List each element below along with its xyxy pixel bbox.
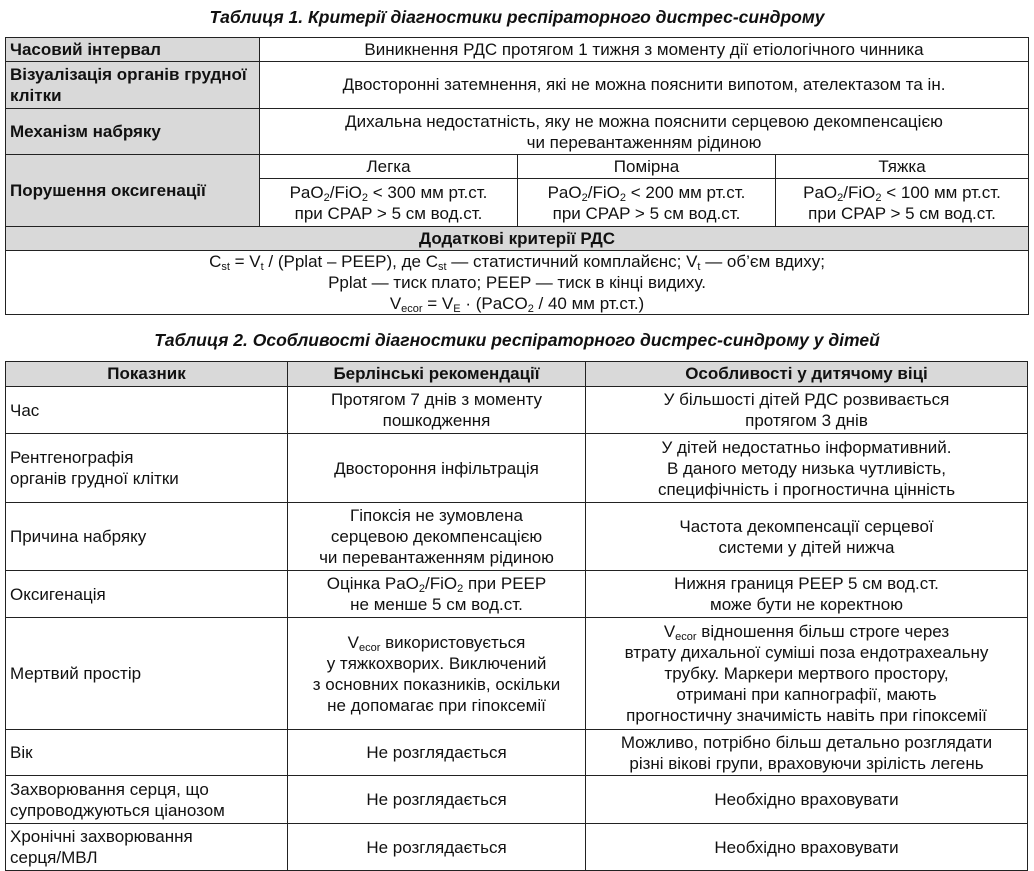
row-berlin: Двостороння інфільтрація bbox=[288, 434, 586, 503]
formula-vecor: $V_{ecor} = V_E$ · (PaCO$_2$ / 40 мм рт.ст.) bbox=[389, 294, 645, 315]
time-label: Часовий інтервал bbox=[6, 38, 260, 62]
threshold-severe: PaO$_2$/FiO$_2$ < 100 мм рт.ст. при CPAP > 5 см вод.ст. bbox=[776, 179, 1029, 227]
row-pediatric: Необхідно враховувати bbox=[586, 776, 1028, 824]
row-berlin: Протягом 7 днів з моменту пошкодження bbox=[288, 387, 586, 434]
row-pediatric: Частота декомпенсації серцевої системи у дітей нижча bbox=[586, 503, 1028, 571]
row-berlin: Не розглядається bbox=[288, 824, 586, 871]
imaging-label: Візуалізація органів грудної клітки bbox=[6, 62, 260, 109]
threshold-moderate: PaO$_2$/FiO$_2$ < 200 мм рт.ст. при CPAP > 5 см вод.ст. bbox=[518, 179, 776, 227]
t1-row-edema bbox=[6, 109, 1029, 155]
t2-header-row bbox=[6, 362, 1028, 387]
row-pediatric: Можливо, потрібно більш детально розглядати різні вікові групи, враховуючи зрілість легень bbox=[586, 730, 1028, 776]
row-berlin: Не розглядається bbox=[288, 730, 586, 776]
severity-mild: Легка bbox=[260, 155, 518, 179]
edema-value bbox=[260, 109, 1029, 155]
edema-line-2: чи перевантаженням рідиною bbox=[526, 132, 762, 152]
row-label: Хронічні захворювання серця/МВЛ bbox=[6, 824, 288, 871]
table-row bbox=[6, 571, 1028, 618]
edema-label: Механізм набряку bbox=[6, 109, 260, 155]
edema-line-1: Дихальна недостатність, яку не можна пояснити серцевою декомпенсацією bbox=[345, 111, 943, 131]
row-berlin: $V_{ecor}$ використовується у тяжкохворих. Виключений з основних показників, оскільки не допомагає при гіпоксемії bbox=[288, 618, 586, 730]
t1-row-time bbox=[6, 38, 1029, 62]
table-row bbox=[6, 618, 1028, 730]
formula-definitions: Pplat — тиск плато; PEEP — тиск в кінці видиху. bbox=[328, 273, 706, 292]
row-label: Оксигенація bbox=[6, 571, 288, 618]
oxy-label: Порушення оксигенації bbox=[6, 155, 260, 227]
table-row bbox=[6, 776, 1028, 824]
table1-caption: Таблиця 1. Критерії діагностики респіраторного дистрес-синдрому bbox=[209, 7, 825, 27]
row-berlin: Гіпоксія не зумовлена серцевою декомпенсацією чи перевантаженням рідиною bbox=[288, 503, 586, 571]
table-row bbox=[6, 730, 1028, 776]
t1-row-extra-header bbox=[6, 227, 1029, 251]
threshold-mild: PaO$_2$/FiO$_2$ < 300 мм рт.ст. при CPAP > 5 см вод.ст. bbox=[260, 179, 518, 227]
table-row bbox=[6, 503, 1028, 571]
t1-row-formulas bbox=[6, 251, 1029, 315]
row-label: Захворювання серця, що супроводжуються ціанозом bbox=[6, 776, 288, 824]
table-row bbox=[6, 824, 1028, 871]
row-label: Мертвий простір bbox=[6, 618, 288, 730]
row-pediatric: У більшості дітей РДС розвивається протягом 3 днів bbox=[586, 387, 1028, 434]
table1 bbox=[5, 37, 1029, 315]
table-row bbox=[6, 434, 1028, 503]
row-berlin: Оцінка PaO$_2$/FiO$_2$ при PEEP не менше 5 см вод.ст. bbox=[288, 571, 586, 618]
row-label: Причина набряку bbox=[6, 503, 288, 571]
col-header-indicator: Показник bbox=[6, 362, 288, 387]
extra-criteria-header: Додаткові критерії РДС bbox=[6, 227, 1029, 251]
imaging-value: Двосторонні затемнення, які не можна пояснити випотом, ателектазом та ін. bbox=[260, 62, 1029, 109]
table2 bbox=[5, 361, 1028, 871]
row-pediatric: $V_{ecor}$ відношення більш строге через втрату дихальної суміші поза ендотрахеальну трубку. Маркери мертвого простору, отримані при капнографії, мають прогностичну значимість навіть при гіпоксемії bbox=[586, 618, 1028, 730]
t1-row-imaging bbox=[6, 62, 1029, 109]
col-header-berlin: Берлінські рекомендації bbox=[288, 362, 586, 387]
time-value: Виникнення РДС протягом 1 тижня з моменту дії етіологічного чинника bbox=[260, 38, 1029, 62]
row-label: Рентгенографія органів грудної клітки bbox=[6, 434, 288, 503]
table-row bbox=[6, 387, 1028, 434]
row-pediatric: У дітей недостатньо інформативний. В даного методу низька чутливість, специфічність і прогностична цінність bbox=[586, 434, 1028, 503]
t1-row-severity bbox=[6, 155, 1029, 179]
row-label: Вік bbox=[6, 730, 288, 776]
row-label: Час bbox=[6, 387, 288, 434]
severity-moderate: Помірна bbox=[518, 155, 776, 179]
row-berlin: Не розглядається bbox=[288, 776, 586, 824]
row-pediatric: Нижня границя PEEP 5 см вод.ст. може бути не коректною bbox=[586, 571, 1028, 618]
col-header-pediatric: Особливості у дитячому віці bbox=[586, 362, 1028, 387]
row-pediatric: Необхідно враховувати bbox=[586, 824, 1028, 871]
table2-caption: Таблиця 2. Особливості діагностики респіраторного дистрес-синдрому у дітей bbox=[154, 330, 880, 350]
formula-compliance: $C_{st} = V_t$ / (Pplat – PEEP), де $C_{st}$ — статистичний комплайєнс; $V_t$ — об’єм вдиху; bbox=[209, 252, 825, 273]
severity-severe: Тяжка bbox=[776, 155, 1029, 179]
extra-criteria-formulas bbox=[6, 251, 1029, 315]
